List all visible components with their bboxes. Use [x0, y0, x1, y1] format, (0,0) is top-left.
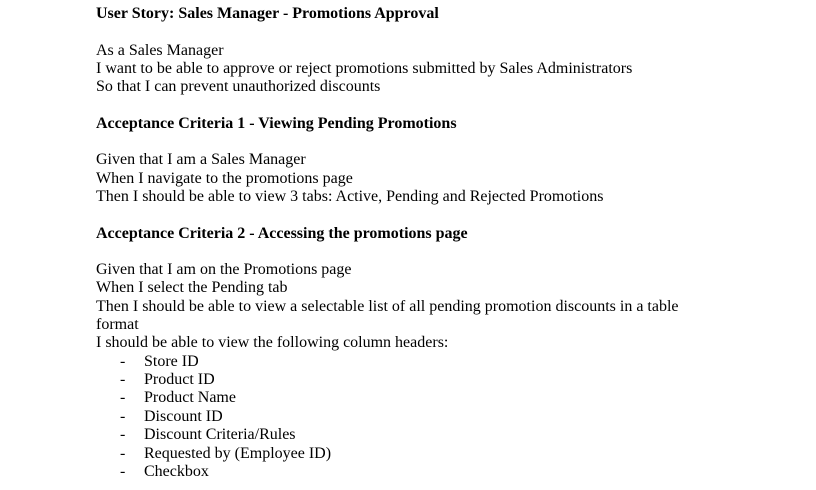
list-item: [96, 353, 796, 371]
bullet-dash: -: [120, 352, 126, 370]
ac1-then: Then I should be able to view 3 tabs: Active, Pending and Rejected Promotions: [96, 187, 604, 205]
spacer: [96, 133, 796, 151]
column-requested-by: Requested by (Employee ID): [144, 444, 332, 462]
spacer: [96, 96, 796, 114]
ac2-heading: Acceptance Criteria 2 - Accessing the promotions page: [96, 224, 468, 242]
list-item: [96, 389, 796, 407]
list-item: [96, 463, 796, 481]
bullet-dash: -: [120, 462, 126, 480]
bullet-dash: -: [120, 371, 126, 389]
bullet-dash: -: [120, 407, 126, 425]
column-discount-criteria: Discount Criteria/Rules: [144, 426, 296, 444]
bullet-dash: -: [120, 444, 126, 462]
document-title: User Story: Sales Manager - Promotions Approval: [96, 5, 439, 22]
list-item: [96, 408, 796, 426]
ac1-given: Given that I am a Sales Manager: [96, 151, 306, 169]
story-goal: I want to be able to approve or reject promotions submitted by Sales Administrators: [96, 59, 633, 77]
column-product-id: Product ID: [144, 371, 215, 389]
ac2-body: [96, 261, 796, 481]
ac2-when: When I select the Pending tab: [96, 279, 288, 297]
list-item: [96, 445, 796, 463]
bullet-dash: -: [120, 389, 126, 407]
ac2-columns-intro: I should be able to view the following column headers:: [96, 334, 449, 352]
spacer: [96, 206, 796, 224]
bullet-dash: -: [120, 426, 126, 444]
ac2-given: Given that I am on the Promotions page: [96, 261, 352, 279]
ac1-body: [96, 151, 796, 206]
spacer: [96, 243, 796, 261]
ac2-then: Then I should be able to view a selectable list of all pending promotion discounts in a table format: [96, 297, 679, 334]
spacer: [96, 23, 796, 41]
user-story: [96, 42, 796, 97]
story-role: As a Sales Manager: [96, 41, 224, 59]
ac1-when: When I navigate to the promotions page: [96, 169, 353, 187]
list-item: [96, 426, 796, 444]
column-discount-id: Discount ID: [144, 407, 223, 425]
column-checkbox: Checkbox: [144, 462, 209, 480]
column-headers-list: [96, 353, 796, 482]
document-body: [96, 5, 796, 481]
column-store-id: Store ID: [144, 352, 199, 370]
list-item: [96, 371, 796, 389]
ac1-heading: Acceptance Criteria 1 - Viewing Pending Promotions: [96, 114, 457, 132]
story-benefit: So that I can prevent unauthorized discounts: [96, 78, 381, 96]
column-product-name: Product Name: [144, 389, 236, 407]
